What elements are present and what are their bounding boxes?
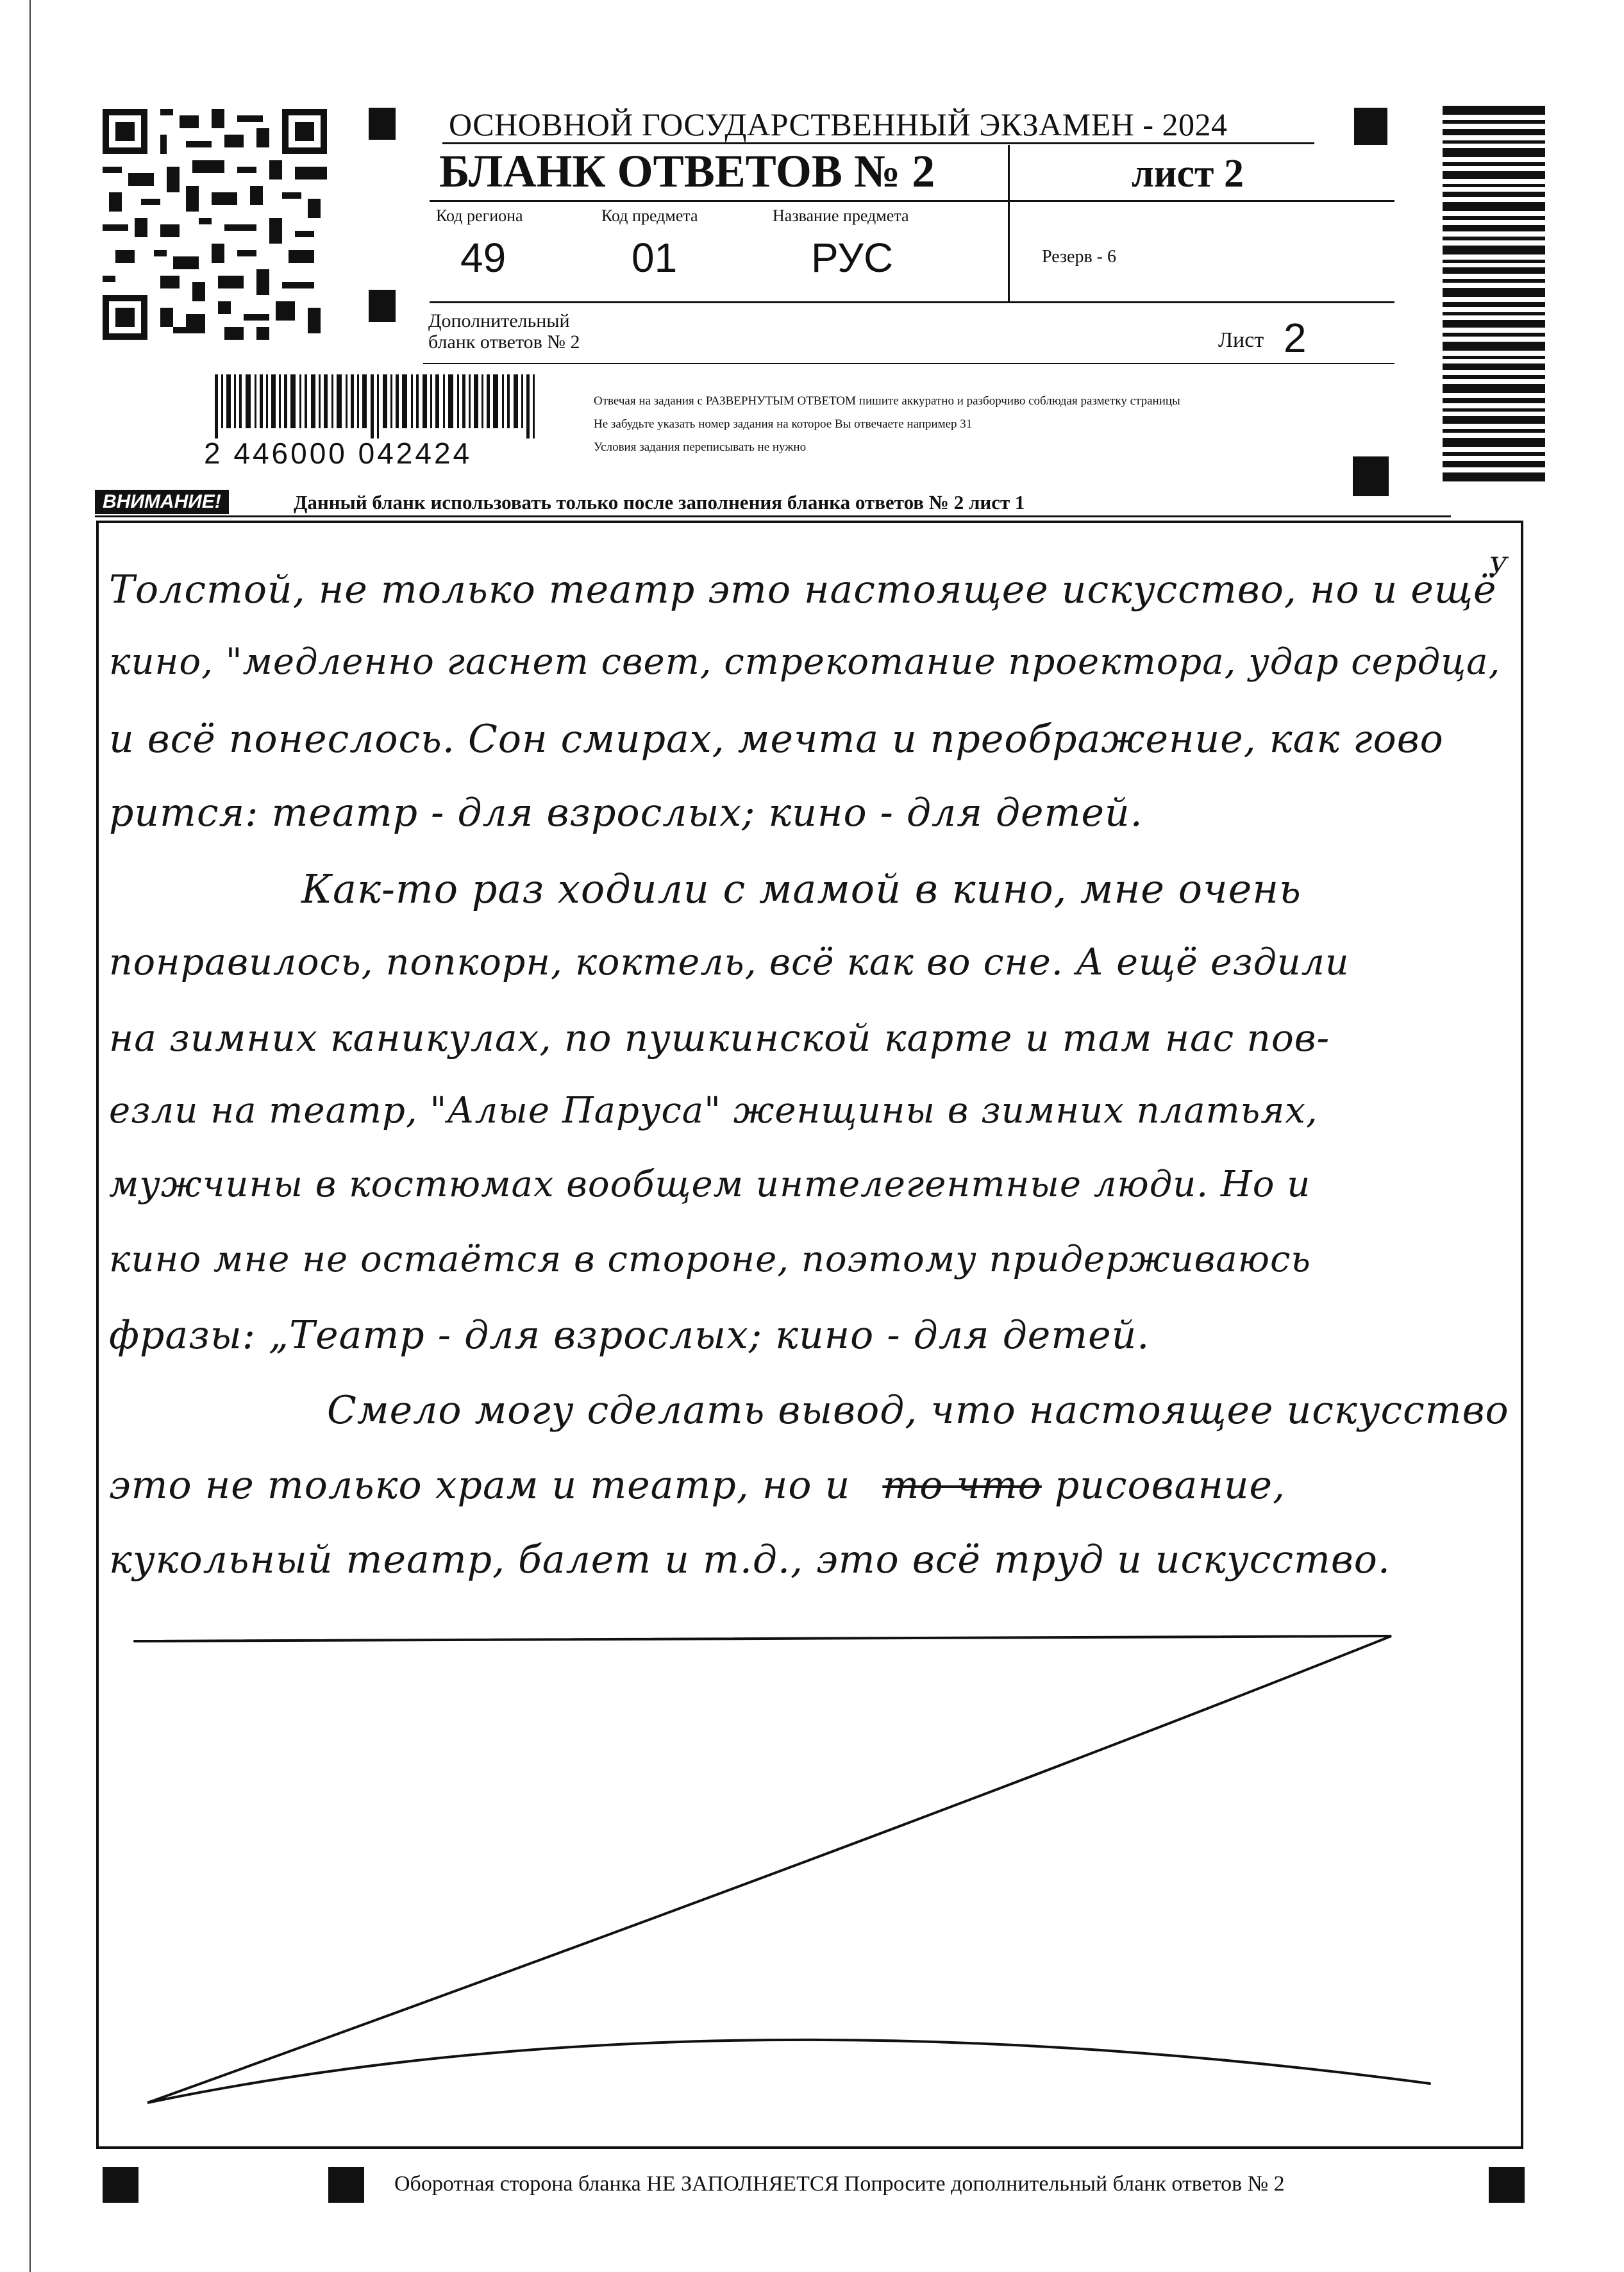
subject-name-label: Название предмета bbox=[773, 206, 909, 225]
attention-text: Данный бланк использовать только после заполнения бланка ответов № 2 лист 1 bbox=[294, 491, 1025, 514]
registration-mark bbox=[369, 108, 396, 140]
answer-line: Толстой, не только театр это настоящее искусство, но и ещё bbox=[109, 567, 1497, 612]
attention-rule bbox=[95, 515, 1451, 517]
sheet-label: Лист bbox=[1218, 328, 1264, 352]
registration-mark bbox=[369, 290, 396, 322]
qr-code bbox=[103, 109, 327, 340]
answer-line: езли на театр, "Алые Паруса" женщины в зимних платьях, bbox=[109, 1090, 1318, 1132]
subject-code-value: 01 bbox=[632, 235, 678, 281]
answer-line-text: это не только храм и театр, но и bbox=[109, 1463, 851, 1508]
additional-form-line-2: бланк ответов № 2 bbox=[428, 331, 580, 353]
registration-mark bbox=[1354, 108, 1387, 145]
answer-line: кино, "медленно гаснет свет, стрекотание проектора, удар сердца, bbox=[109, 641, 1501, 683]
answer-line: понравилось, попкорн, коктель, всё как во сне. А ещё ездили bbox=[109, 941, 1350, 983]
answer-line: фразы: „Театр - для взрослых; кино - для детей. bbox=[109, 1313, 1150, 1358]
region-value: 49 bbox=[460, 235, 506, 281]
additional-form-label bbox=[428, 310, 580, 353]
insertion-mark: У bbox=[1489, 553, 1507, 582]
header-divider bbox=[1008, 145, 1010, 302]
struck-text: то что bbox=[882, 1463, 1042, 1508]
registration-mark bbox=[1489, 2167, 1525, 2203]
answer-line: на зимних каникулах, по пушкинской карте и там нас пов- bbox=[109, 1016, 1330, 1060]
exam-title: ОСНОВНОЙ ГОСУДАРСТВЕННЫЙ ЭКЗАМЕН - 2024 bbox=[449, 106, 1228, 142]
subject-name-value: РУС bbox=[811, 235, 894, 281]
registration-mark bbox=[328, 2167, 364, 2203]
answer-line: и всё понеслось. Сон смирах, мечта и преображение, как гово bbox=[109, 717, 1444, 762]
header-rule bbox=[430, 301, 1394, 303]
barcode-number: 2 446000 042424 bbox=[204, 437, 473, 470]
registration-mark bbox=[1353, 456, 1389, 496]
instruction-line: Отвечая на задания с РАЗВЕРНУТЫМ ОТВЕТОМ пишите аккуратно и разборчиво соблюдая разметку страницы bbox=[594, 394, 1180, 408]
answer-line bbox=[109, 1463, 1285, 1508]
answer-line: мужчины в костюмах вообщем интелегентные люди. Но и bbox=[109, 1164, 1311, 1205]
form-title: БЛАНК ОТВЕТОВ № 2 bbox=[439, 146, 935, 197]
region-label: Код региона bbox=[436, 206, 523, 225]
answer-line-tail: рисование, bbox=[1054, 1463, 1286, 1508]
page-edge-line bbox=[29, 0, 31, 2272]
instructions bbox=[594, 390, 1180, 459]
side-barcode bbox=[1443, 106, 1545, 484]
instruction-line: Условия задания переписывать не нужно bbox=[594, 440, 807, 454]
footer-text: Оборотная сторона бланка НЕ ЗАПОЛНЯЕТСЯ Попросите дополнительный бланк ответов № 2 bbox=[394, 2172, 1285, 2196]
form-barcode bbox=[215, 374, 548, 439]
answer-line: Смело могу сделать вывод, что настоящее искусство bbox=[327, 1388, 1509, 1433]
additional-form-line-1: Дополнительный bbox=[428, 310, 570, 331]
attention-badge: ВНИМАНИЕ! bbox=[95, 490, 229, 514]
sheet-rule bbox=[423, 363, 1394, 364]
header-rule bbox=[430, 200, 1394, 202]
instruction-line: Не забудьте указать номер задания на которое Вы отвечаете например 31 bbox=[594, 417, 973, 431]
subject-code-label: Код предмета bbox=[601, 206, 698, 225]
answer-line: Как-то раз ходили с мамой в кино, мне очень bbox=[301, 865, 1302, 912]
empty-space-cancel-line bbox=[96, 1628, 1523, 2141]
registration-mark bbox=[103, 2167, 138, 2203]
sheet-title: лист 2 bbox=[1132, 152, 1244, 196]
sheet-number: 2 bbox=[1284, 315, 1307, 361]
answer-line: рится: театр - для взрослых; кино - для детей. bbox=[109, 790, 1143, 835]
reserve-label: Резерв - 6 bbox=[1042, 247, 1117, 267]
answer-line: кукольный театр, балет и т.д., это всё труд и искусство. bbox=[109, 1537, 1391, 1582]
header-rule bbox=[442, 142, 1314, 144]
answer-line: кино мне не остаётся в стороне, поэтому придерживаюсь bbox=[109, 1239, 1311, 1280]
